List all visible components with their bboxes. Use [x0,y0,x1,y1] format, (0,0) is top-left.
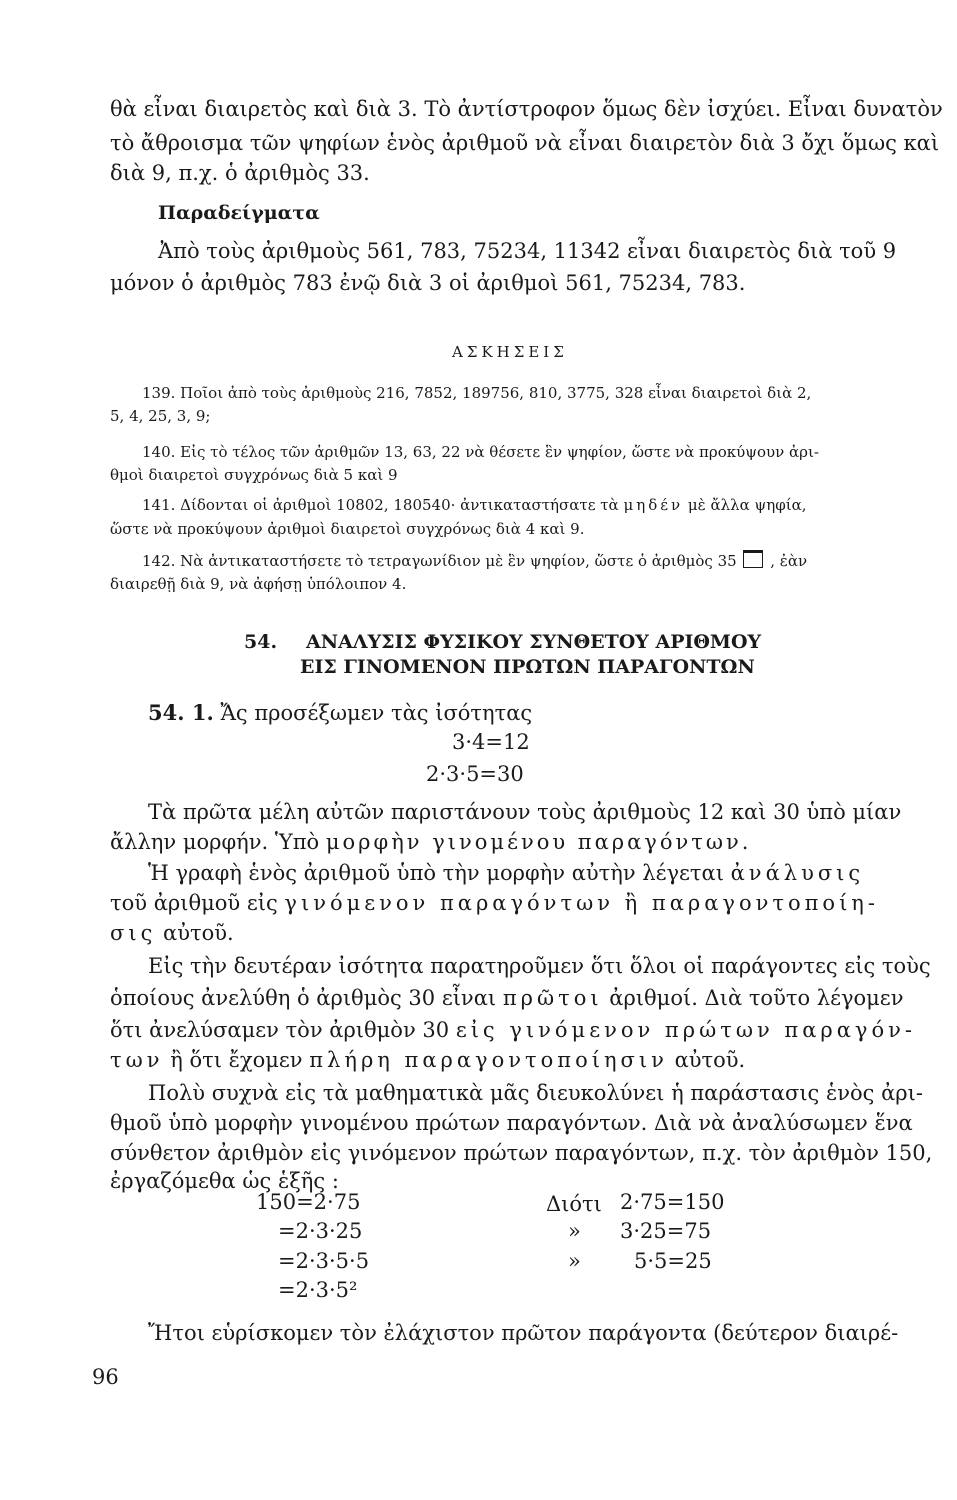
section-number: 54. [244,631,278,653]
factor-right-3: 5·5=25 [634,1249,712,1273]
page-number: 96 [92,1365,119,1389]
examples-line-1: Ἀπὸ τοὺς ἀριθμοὺς 561, 783, 75234, 11342 εἶναι διαιρετὸς διὰ τοῦ 9 [158,239,897,263]
exercise-140-line-2: θμοὶ διαιρετοὶ συγχρόνως διὰ 5 καὶ 9 [110,466,398,484]
intro-line-2: τὸ ἄθροισμα τῶν ψηφίων ἑνὸς ἀριθμοῦ νὰ εἶναι διαιρετὸν διὰ 3 ὄχι ὅμως καὶ [110,131,940,155]
equation-1: 3·4=12 [452,730,530,754]
intro-line-1: θὰ εἶναι διαιρετὸς καὶ διὰ 3. Τὸ ἀντίστροφον ὅμως δὲν ἰσχύει. Εἶναι δυνατὸν [110,97,943,121]
factor-right-1: 2·75=150 [620,1190,725,1214]
square-box-icon [743,550,763,568]
para2-line-1 [148,858,864,889]
exercises-heading: ΑΣΚΗΣΕΙΣ [452,343,568,361]
exercise-141-text-a: 141. Δίδονται οἱ ἀριθμοὶ 10802, 180540· ἀντικαταστήσατε τὰ [142,496,619,514]
factor-left-2: =2·3·25 [278,1219,363,1243]
para3-spaced-b: εἰς γινόμενον πρώτων παραγόν- [455,1018,916,1042]
para2-line-3 [110,918,234,949]
closing-line: Ἤτοι εὑρίσκομεν τὸν ἐλάχιστον πρῶτον παράγοντα (δεύτερον διαιρέ- [148,1321,899,1345]
para3-spaced-a: πρῶτοι [502,986,603,1010]
para2-text-b: τοῦ ἀριθμοῦ εἰς [110,891,278,915]
exercise-142-line-1 [142,550,807,572]
exercise-140-line-1: 140. Εἰς τὸ τέλος τῶν ἀριθμῶν 13, 63, 22 νὰ θέσετε ἓν ψηφίον, ὥστε νὰ προκύψουν ἀρι- [142,443,819,461]
para2-spaced-c: σις [110,921,157,945]
exercise-141-spaced-word: μηδέν [623,496,684,514]
para3-text-c: ὅτι ἀνελύσαμεν τὸν ἀριθμὸν 30 [110,1018,450,1042]
exercise-141-text-b: μὲ ἄλλα ψηφία, [687,496,807,514]
factor-ditto-1: » [568,1219,581,1243]
para3-line-4 [110,1045,745,1076]
factor-left-4: =2·3·5² [278,1278,358,1302]
para2-spaced-a: ἀνάλυσις [730,861,865,885]
para1-line-1: Τὰ πρῶτα μέλη αὐτῶν παριστάνουν τοὺς ἀριθμοὺς 12 καὶ 30 ὑπὸ μίαν [148,800,902,824]
exercise-142-text-a: 142. Νὰ ἀντικαταστήσετε τὸ τετραγωνίδιον μὲ ἓν ψηφίον, ὥστε ὁ ἀριθμὸς 35 [142,552,737,570]
intro-line-3: διὰ 9, π.χ. ὁ ἀριθμὸς 33. [110,161,370,185]
para3-text-d: ἢ ὅτι ἔχομεν [170,1048,303,1072]
para2-text-a: Ἡ γραφὴ ἑνὸς ἀριθμοῦ ὑπὸ τὴν μορφὴν αὐτὴν λέγεται [148,861,724,885]
para3-text-b: ἀριθμοί. Διὰ τοῦτο λέγομεν [609,986,904,1010]
para2-line-2 [110,888,879,919]
factor-left-1: 150=2·75 [256,1190,361,1214]
para4-line-1: Πολὺ συχνὰ εἰς τὰ μαθηματικὰ μᾶς διευκολύνει ἡ παράστασις ἑνὸς ἀρι- [148,1081,923,1105]
subsection-number: 54. 1. [148,700,214,725]
equation-2: 2·3·5=30 [426,762,524,786]
para1-line-2 [110,827,751,858]
section-title-line-1: ΑΝΑΛΥΣΙΣ ΦΥΣΙΚΟΥ ΣΥΝΘΕΤΟΥ ΑΡΙΘΜΟΥ [306,631,762,653]
para3-line-2 [110,983,903,1014]
para3-spaced-c: των [110,1048,164,1072]
exercise-141-line-2: ὥστε νὰ προκύψουν ἀριθμοὶ διαιρετοὶ συγχρόνως διὰ 4 καὶ 9. [110,520,585,538]
examples-line-2: μόνον ὁ ἀριθμὸς 783 ἐνῷ διὰ 3 οἱ ἀριθμοὶ 561, 75234, 783. [110,271,746,295]
para1-text-a: ἄλλην μορφήν. Ὑπὸ [110,830,320,854]
exercise-142-text-b: , ἐὰν [770,552,808,570]
factor-right-2: 3·25=75 [620,1219,712,1243]
exercise-142-line-2: διαιρεθῇ διὰ 9, νὰ ἀφήσῃ ὑπόλοιπον 4. [110,575,407,593]
para2-spaced-b: γινόμενον παραγόντων ἢ παραγοντοποίη- [284,891,879,915]
para2-text-c: αὐτοῦ. [163,921,234,945]
factor-left-3: =2·3·5·5 [278,1249,370,1273]
exercise-139-line-2: 5, 4, 25, 3, 9; [110,407,211,425]
para4-line-3: σύνθετον ἀριθμὸν εἰς γινόμενον πρώτων παραγόντων, π.χ. τὸν ἀριθμὸν 150, [110,1141,933,1165]
subsection-text: Ἄς προσέξωμεν τὰς ἰσότητας [220,701,533,725]
para1-spaced: μορφὴν γινομένου παραγόντων. [325,830,752,854]
para3-spaced-d: πλήρη παραγοντοποίησιν [309,1048,668,1072]
examples-heading: Παραδείγματα [158,202,320,224]
para3-text-e: αὐτοῦ. [674,1048,746,1072]
factor-because: Διότι [546,1192,602,1216]
para3-line-3 [110,1015,916,1046]
exercise-139-line-1: 139. Ποῖοι ἀπὸ τοὺς ἀριθμοὺς 216, 7852, 189756, 810, 3775, 328 εἶναι διαιρετοὶ διὰ 2, [142,384,812,402]
section-title-line-2: ΕΙΣ ΓΙΝΟΜΕΝΟΝ ΠΡΩΤΩΝ ΠΑΡΑΓΟΝΤΩΝ [300,656,755,678]
para4-line-2: θμοῦ ὑπὸ μορφὴν γινομένου πρώτων παραγόντων. Διὰ νὰ ἀναλύσωμεν ἕνα [110,1111,913,1135]
exercise-141-line-1 [142,494,807,516]
factor-ditto-2: » [568,1249,581,1273]
para4-line-4: ἐργαζόμεθα ὡς ἑξῆς : [110,1169,339,1193]
para3-text-a: ὁποίους ἀνελύθη ὁ ἀριθμὸς 30 εἶναι [110,986,497,1010]
subsection-line [148,697,532,729]
para3-line-1: Εἰς τὴν δευτέραν ἰσότητα παρατηροῦμεν ὅτι ὅλοι οἱ παράγοντες εἰς τοὺς [148,954,931,978]
